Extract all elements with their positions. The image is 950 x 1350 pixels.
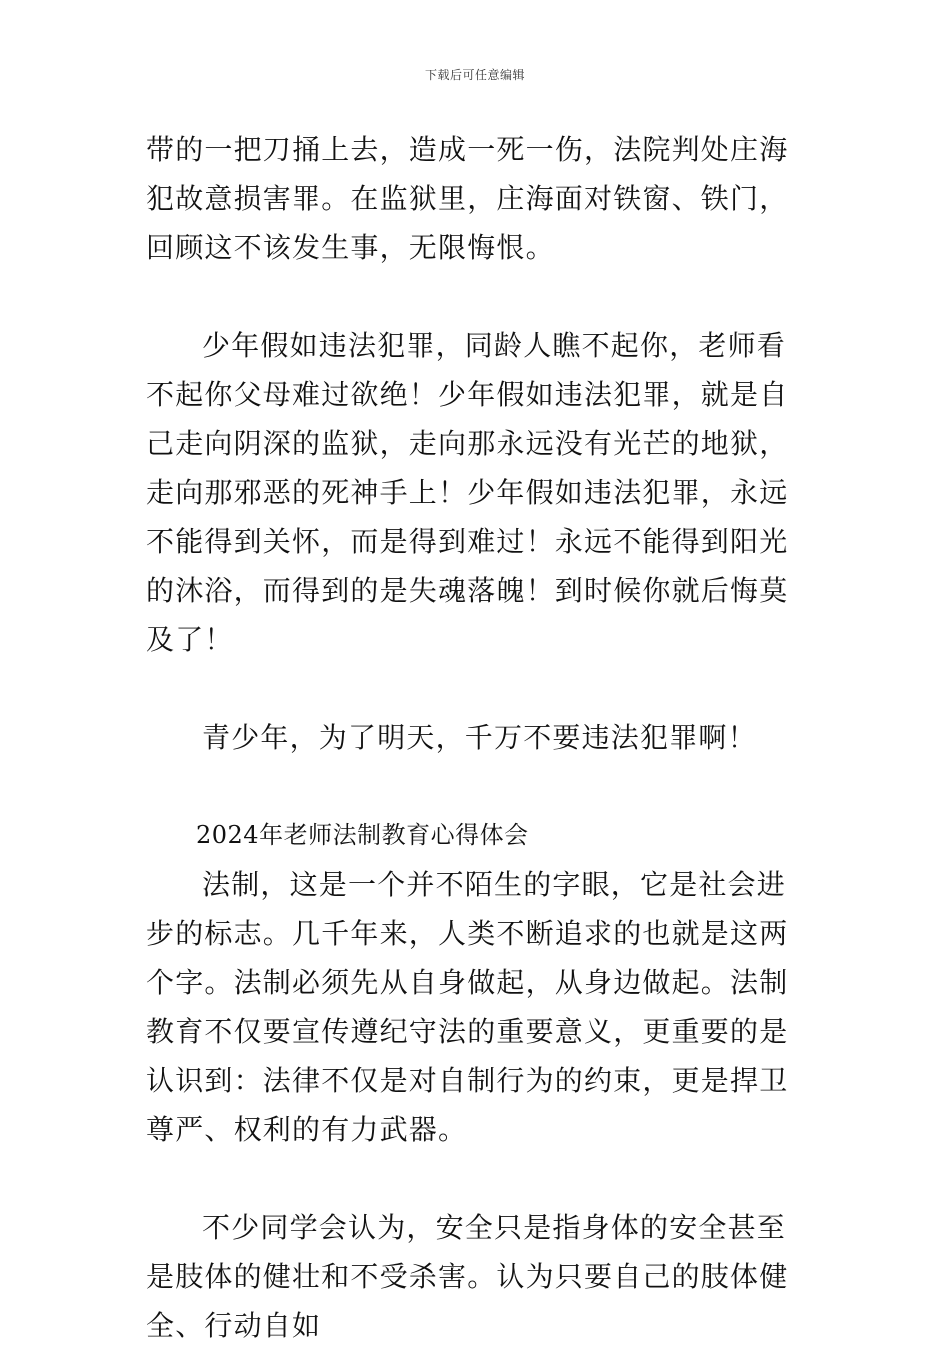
paragraph-5: 不少同学会认为，安全只是指身体的安全甚至是肢体的健壮和不受杀害。认为只要自己的肢体健全、行动自如 (146, 1211, 789, 1342)
paragraph-1: 带的一把刀捅上去，造成一死一伤，法院判处庄海犯故意损害罪。在监狱里，庄海面对铁窗、铁门，回顾这不该发生事，无限悔恨。 (146, 133, 789, 264)
paragraph-gap (146, 1154, 808, 1203)
page-header: 下载后可任意编辑 (424, 68, 525, 82)
paragraph-gap (146, 272, 808, 321)
paragraph-gap (146, 762, 808, 811)
paragraph-4: 法制，这是一个并不陌生的字眼，它是社会进步的标志。几千年来，人类不断追求的也就是这两个字。法制必须先从自身做起，从身边做起。法制教育不仅要宣传遵纪守法的重要意义，更重要的是认识到：法律不仅是对自制行为的约束，更是捍卫尊严、权利的有力武器。 (146, 868, 789, 1146)
document-body (146, 125, 808, 1350)
paragraph-gap (146, 664, 808, 713)
section-heading: 2024年老师法制教育心得体会 (196, 821, 529, 849)
paragraph-2: 少年假如违法犯罪，同龄人瞧不起你，老师看不起你父母难过欲绝！少年假如违法犯罪，就是自己走向阴深的监狱，走向那永远没有光芒的地狱，走向那邪恶的死神手上！少年假如违法犯罪，永远不能得到关怀，而是得到难过！永远不能得到阳光的沐浴，而得到的是失魂落魄！到时候你就后悔莫及了！ (146, 329, 789, 656)
paragraph-3: 青少年，为了明天，千万不要违法犯罪啊！ (202, 721, 757, 754)
